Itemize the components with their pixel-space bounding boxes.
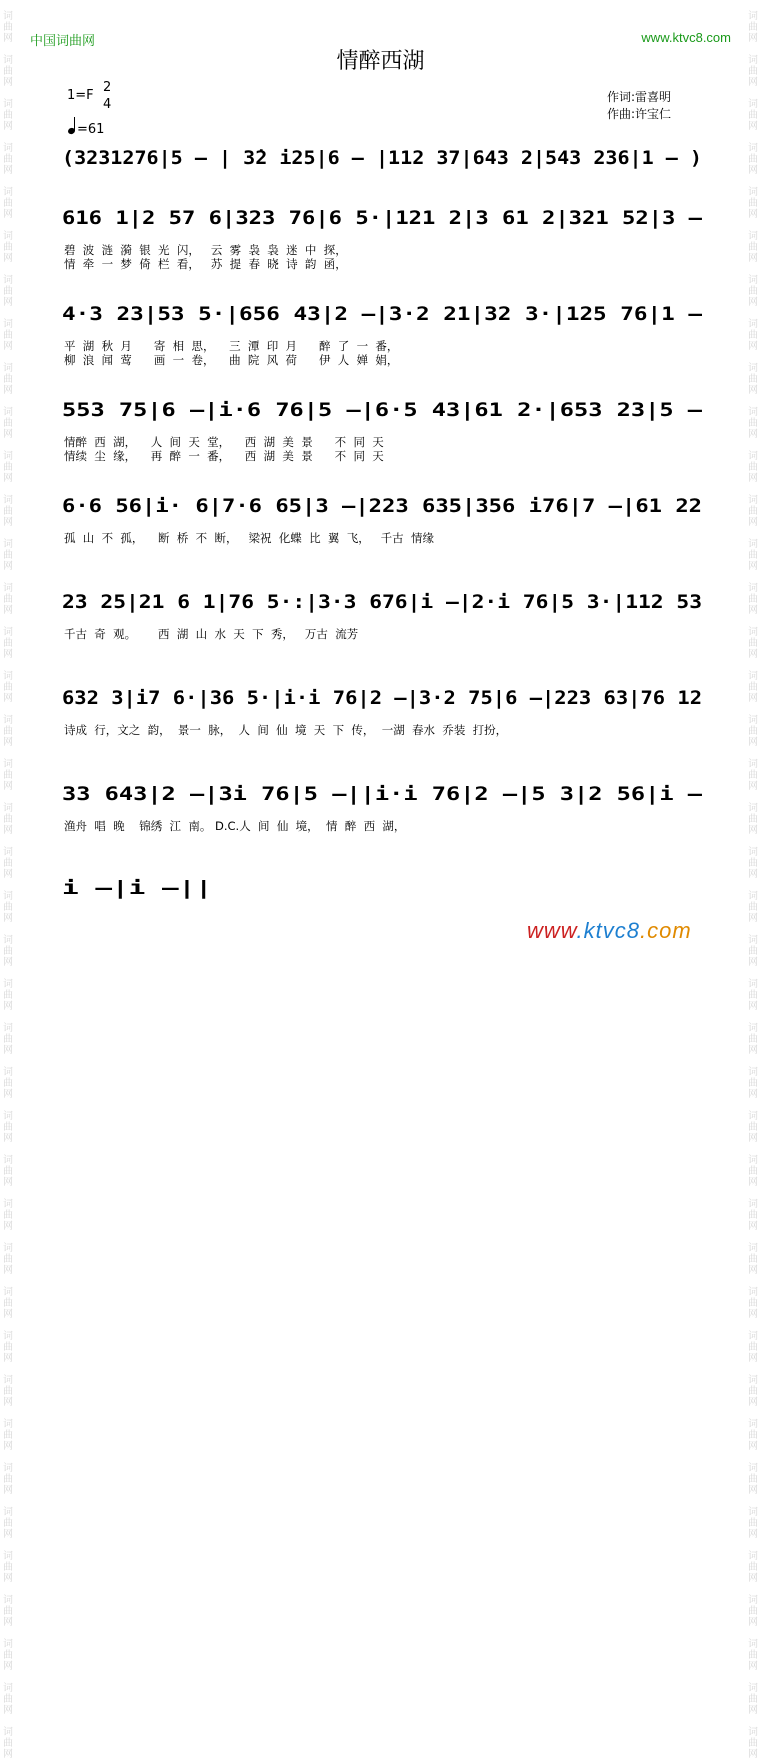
notation-line	[60, 200, 720, 240]
score-row	[0, 296, 761, 396]
lyric-line: 孤 山 不 孤， 断 桥 不 断， 梁祝 化蝶 比 翼 飞， 千古 情缘	[64, 531, 434, 545]
notation-line	[60, 296, 720, 336]
lyricist-credit: 作词:雷喜明	[607, 90, 672, 104]
tempo-mark	[68, 117, 104, 137]
lyric-line: 千古 奇 观。 西 湖 山 水 天 下 秀， 万古 流芳	[64, 627, 359, 641]
lyric-line: 碧 波 涟 漪 银 光 闪， 云 雾 袅 袅 迷 中 探，	[64, 243, 347, 257]
notation-text: 23 25|21 6 1|76 5·:|3·3 676|i –|2·i 76|5 3·|112 53	[62, 591, 702, 613]
site-url-right[interactable]: www.ktvc8.com	[641, 30, 731, 45]
tempo-value: =61	[77, 122, 105, 137]
composer-credit: 作曲:许宝仁	[607, 107, 672, 121]
notation-text: 6·6 56|i· 6|7·6 65|3 –|223 635|356 i76|7 –|61 22	[62, 495, 702, 517]
key-signature: 1=F	[67, 88, 94, 103]
meter-bottom: 4	[103, 97, 112, 112]
lyric-line: 情续 尘 缘， 再 醉 一 番， 西 湖 美 景 不 同 天	[64, 449, 384, 463]
notation-text: 616 1|2 57 6|323 76|6 5·|121 2|3 61 2|321 52|3 –	[62, 207, 703, 229]
song-title: 情醉西湖	[336, 49, 425, 74]
watermark-right-text: 词 曲 网 词 曲 网 词 曲 网 词 曲 网 词 曲 网 词 曲 网 词 曲 网 词 曲 网 词 曲 网 词 曲 网 词 曲 网 词 曲 网 词 曲 网 词 曲 网 词 曲 网 词 曲 网 词 曲 网 词 曲 网 词 曲 网 词 曲 网 词 曲 网 词 曲 网 词 曲 网 词 曲 网 词 曲 网 词 曲 网 词 曲 网 词 曲 网 词 曲 网 词 曲 网 词 曲 网 词 曲 网 词 曲 网 词 曲 网 词 曲 网 词 曲 网 词 曲 网 词 曲 网 词 曲 网 词 曲 网	[748, 11, 758, 1760]
score-row	[0, 200, 761, 300]
lyric-line: 情 牵 一 梦 倚 栏 看， 苏 提 春 晓 诗 韵 函，	[64, 257, 347, 271]
score-row	[0, 776, 761, 876]
lyric-line: 平 湖 秋 月 寄 相 思， 三 潭 印 月 醉 了 一 番，	[64, 339, 399, 353]
quarter-note-icon	[67, 127, 76, 135]
notation-line	[60, 870, 720, 910]
score-row	[0, 488, 761, 588]
notation-text: 632 3|i7 6·|36 5·|i·i 76|2 –|3·2 75|6 –|223 63|76 12	[62, 687, 702, 709]
notation-text: 4·3 23|53 5·|656 43|2 –|3·2 21|32 3·|125 76|1 –	[62, 303, 703, 325]
watermark-left-text: 词 曲 网 词 曲 网 词 曲 网 词 曲 网 词 曲 网 词 曲 网 词 曲 网 词 曲 网 词 曲 网 词 曲 网 词 曲 网 词 曲 网 词 曲 网 词 曲 网 词 曲 网 词 曲 网 词 曲 网 词 曲 网 词 曲 网 词 曲 网 词 曲 网 词 曲 网 词 曲 网 词 曲 网 词 曲 网 词 曲 网 词 曲 网 词 曲 网 词 曲 网 词 曲 网 词 曲 网 词 曲 网 词 曲 网 词 曲 网 词 曲 网 词 曲 网 词 曲 网 词 曲 网 词 曲 网 词 曲 网	[3, 11, 13, 1760]
score-row	[0, 680, 761, 780]
notation-line	[60, 776, 720, 816]
site-name-left[interactable]: 中国词曲网	[30, 33, 96, 48]
lyric-line: 诗成 行，文之 韵， 景一 脉， 人 间 仙 境 天 下 传， 一湖 春水 乔装 打扮，	[64, 723, 508, 737]
score-row	[0, 392, 761, 492]
notation-line	[60, 584, 720, 624]
meter-top: 2	[103, 80, 112, 95]
time-signature	[103, 79, 111, 113]
notation-text: 33 643|2 –|3i 76|5 –||i·i 76|2 –|5 3|2 56|i –	[62, 783, 703, 805]
lyric-line: 渔舟 唱 晚 锦绣 江 南。 D.C.人 间 仙 境， 情 醉 西 湖，	[64, 819, 406, 833]
notation-text: 553 75|6 –|i·6 76|5 –|6·5 43|61 2·|653 23|5 –	[62, 399, 703, 421]
lyric-line: 柳 浪 闻 莺 画 一 卷， 曲 院 风 荷 伊 人 婵 娟，	[64, 353, 399, 367]
footer-logo	[527, 918, 692, 944]
notation-line	[60, 140, 720, 180]
footer-logo-text: www.ktvc8.com	[527, 918, 692, 943]
notation-text: (3231276|5 – | 3̇2 i25|6 – |112 37|643 2|543 236|1 – )	[62, 147, 702, 169]
notation-line	[60, 392, 720, 432]
notation-line	[60, 488, 720, 528]
lyric-line: 情醉 西 湖， 人 间 天 堂， 西 湖 美 景 不 同 天	[64, 435, 384, 449]
score-row	[0, 584, 761, 684]
notation-text: i –|i –||	[62, 877, 212, 899]
notation-line	[60, 680, 720, 720]
